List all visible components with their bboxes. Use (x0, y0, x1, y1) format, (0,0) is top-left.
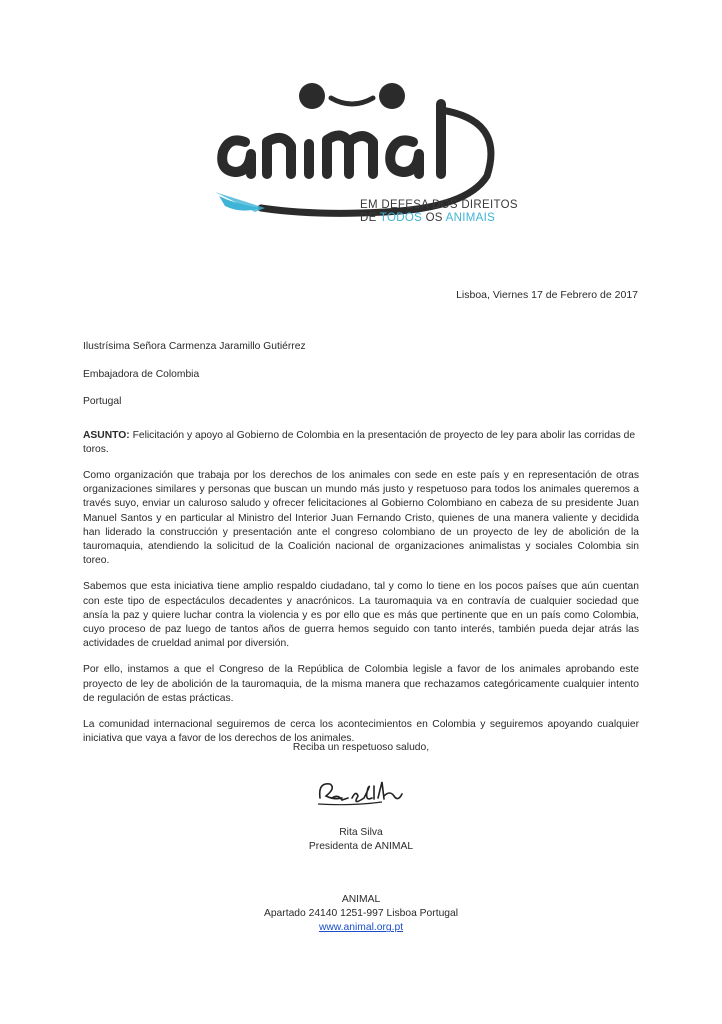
tagline-line-2: DE TODOS OS ANIMAIS (360, 212, 496, 224)
signer-block (0, 826, 722, 854)
paragraph: Sabemos que esta iniciativa tiene amplio respaldo ciudadano, tal y como lo tiene en los pocos países que aún cuentan con este tipo de espectáculos decadentes y anacrónicos. La tauromaquia va en contravía de cualquier sociedad que ansía la paz y quiere luchar contra la violencia y es por ello que es más que pertinente que en un país como Colombia, cuyo proceso de paz luego de tantos años de guerra hemos seguido con tanto interés, también pueda dejar atrás las actividades de crueldad animal por diversión. (83, 581, 639, 650)
closing-salutation: Reciba un respetuoso saludo, (292, 742, 430, 753)
recipient-name: Ilustrísima Señora Carmenza Jaramillo Gutiérrez (83, 341, 306, 352)
tagline-line-1: EM DEFESA DOS DIREITOS (360, 199, 518, 211)
signer-name: Rita Silva (339, 827, 383, 838)
letter-body (83, 340, 639, 746)
paragraph: La comunidad internacional seguiremos de cerca los acontecimientos en Colombia y seguiremos apoyando cualquier iniciativa que vaya a favor de los derechos de los animales. (83, 719, 639, 745)
signature-icon (312, 768, 408, 816)
letter-date: Lisboa, Viernes 17 de Febrero de 2017 (456, 289, 638, 301)
paragraph: Por ello, instamos a que el Congreso de la República de Colombia legisle a favor de los animales aprobando este proyecto de ley de abolición de la tauromaquia, de la misma manera que rechazamos categóricamente cualquier intento de regulación de estas prácticas. (83, 664, 639, 704)
logo-tagline (360, 199, 518, 225)
closing-block (0, 741, 722, 755)
footer-address: Apartado 24140 1251-997 Lisboa Portugal (263, 908, 459, 920)
website-link[interactable]: www.animal.org.pt (318, 922, 404, 934)
footer-org: ANIMAL (341, 894, 381, 905)
recipient-title: Embajadora de Colombia (83, 368, 200, 380)
recipient-block (83, 340, 639, 410)
paragraph: Como organización que trabaja por los derechos de los animales con sede en este país y en representación de otras organizaciones similares y personas que buscan un mundo más justo y respetuoso para todos los animales queremos a través suyo, enviar un caluroso saludo y ofrecer felicitaciones al Gobierno Colombiano en cabeza de su presidente Juan Manuel Santos y en particular al Ministro del Interior Juan Fernando Cristo, quienes de una manera valiente y decidida han liderado la construcción y presentación ante el congreso colombiano de un proyecto de ley de abolición de la tauromaquia, atendiendo la solicitud de la Coalición nacional de organizaciones animalistas y sociales Colombia sin toreo. (83, 470, 639, 567)
subject-line (83, 429, 639, 457)
footer (0, 893, 722, 936)
recipient-country: Portugal (83, 396, 122, 408)
subject-label: ASUNTO: (83, 429, 130, 441)
signature-image (312, 768, 408, 816)
subject-text: Felicitación y apoyo al Gobierno de Colombia en la presentación de proyecto de ley para abolir las corridas de toros. (83, 429, 636, 455)
signer-role: Presidenta de ANIMAL (308, 841, 414, 853)
